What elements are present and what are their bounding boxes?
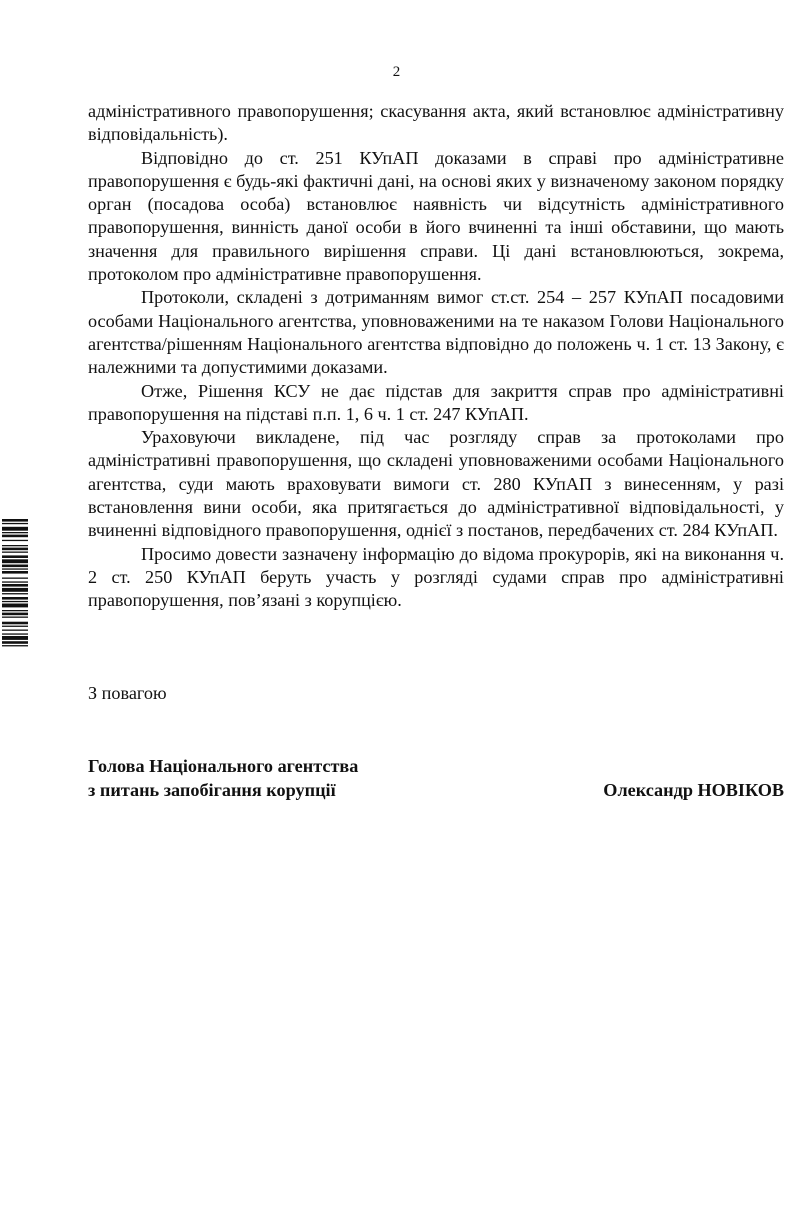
paragraph-2: Відповідно до ст. 251 КУпАП доказами в справі про адміністративне правопорушення є будь-які фактичні дані, на основі яких у визначеному законом порядку орган (посадова особа) встановлює наявність чи відсутність адміністративного правопорушення, винність даної особи в його вчиненні та інші обставини, що мають значення для правильного вирішення справи. Ці дані встановлюються, зокрема, протоколом про адміністративне правопорушення. [88,147,784,285]
paragraph-4: Отже, Рішення КСУ не дає підстав для закриття справ про адміністративні правопорушення на підставі п.п. 1, 6 ч. 1 ст. 247 КУпАП. [88,380,784,424]
page-number: 2 [392,64,401,80]
paragraph-5: Ураховуючи викладене, під час розгляду справ за протоколами про адміністративні правопорушення, що складені уповноваженими особами Національного агентства, суди мають враховувати вимоги ст. 280 КУпАП з винесенням, у разі встановлення вини особи, яка притягається до адміністративної відповідальності, у вчиненні відповідного правопорушення, однієї з постанов, передбачених ст. 284 КУпАП. [88,427,784,541]
letter-body [88,100,784,613]
paragraph-6: Просимо довести зазначену інформацію до відома прокурорів, які на виконання ч. 2 ст. 250 КУпАП беруть участь у розгляді судами справ про адміністративні правопорушення, пов’язані з корупцією. [88,543,784,611]
paragraph-1: адміністративного правопорушення; скасування акта, який встановлює адміністративну відповідальність). [88,101,784,145]
closing-salutation: З повагою [88,683,167,703]
signer-position-line-1: Голова Національного агентства [88,756,359,776]
signer-position-line-2: з питань запобігання корупції [88,779,336,800]
barcode-image [0,517,30,687]
signature-block [88,755,784,802]
paragraph-3: Протоколи, складені з дотриманням вимог ст.ст. 254 – 257 КУпАП посадовими особами Національного агентства, уповноваженими на те наказом Голови Національного агентства/рішенням Національного агентства відповідно до положень ч. 1 ст. 13 Закону, є належними та допустимими доказами. [88,287,784,378]
signer-name: Олександр НОВІКОВ [603,779,784,800]
